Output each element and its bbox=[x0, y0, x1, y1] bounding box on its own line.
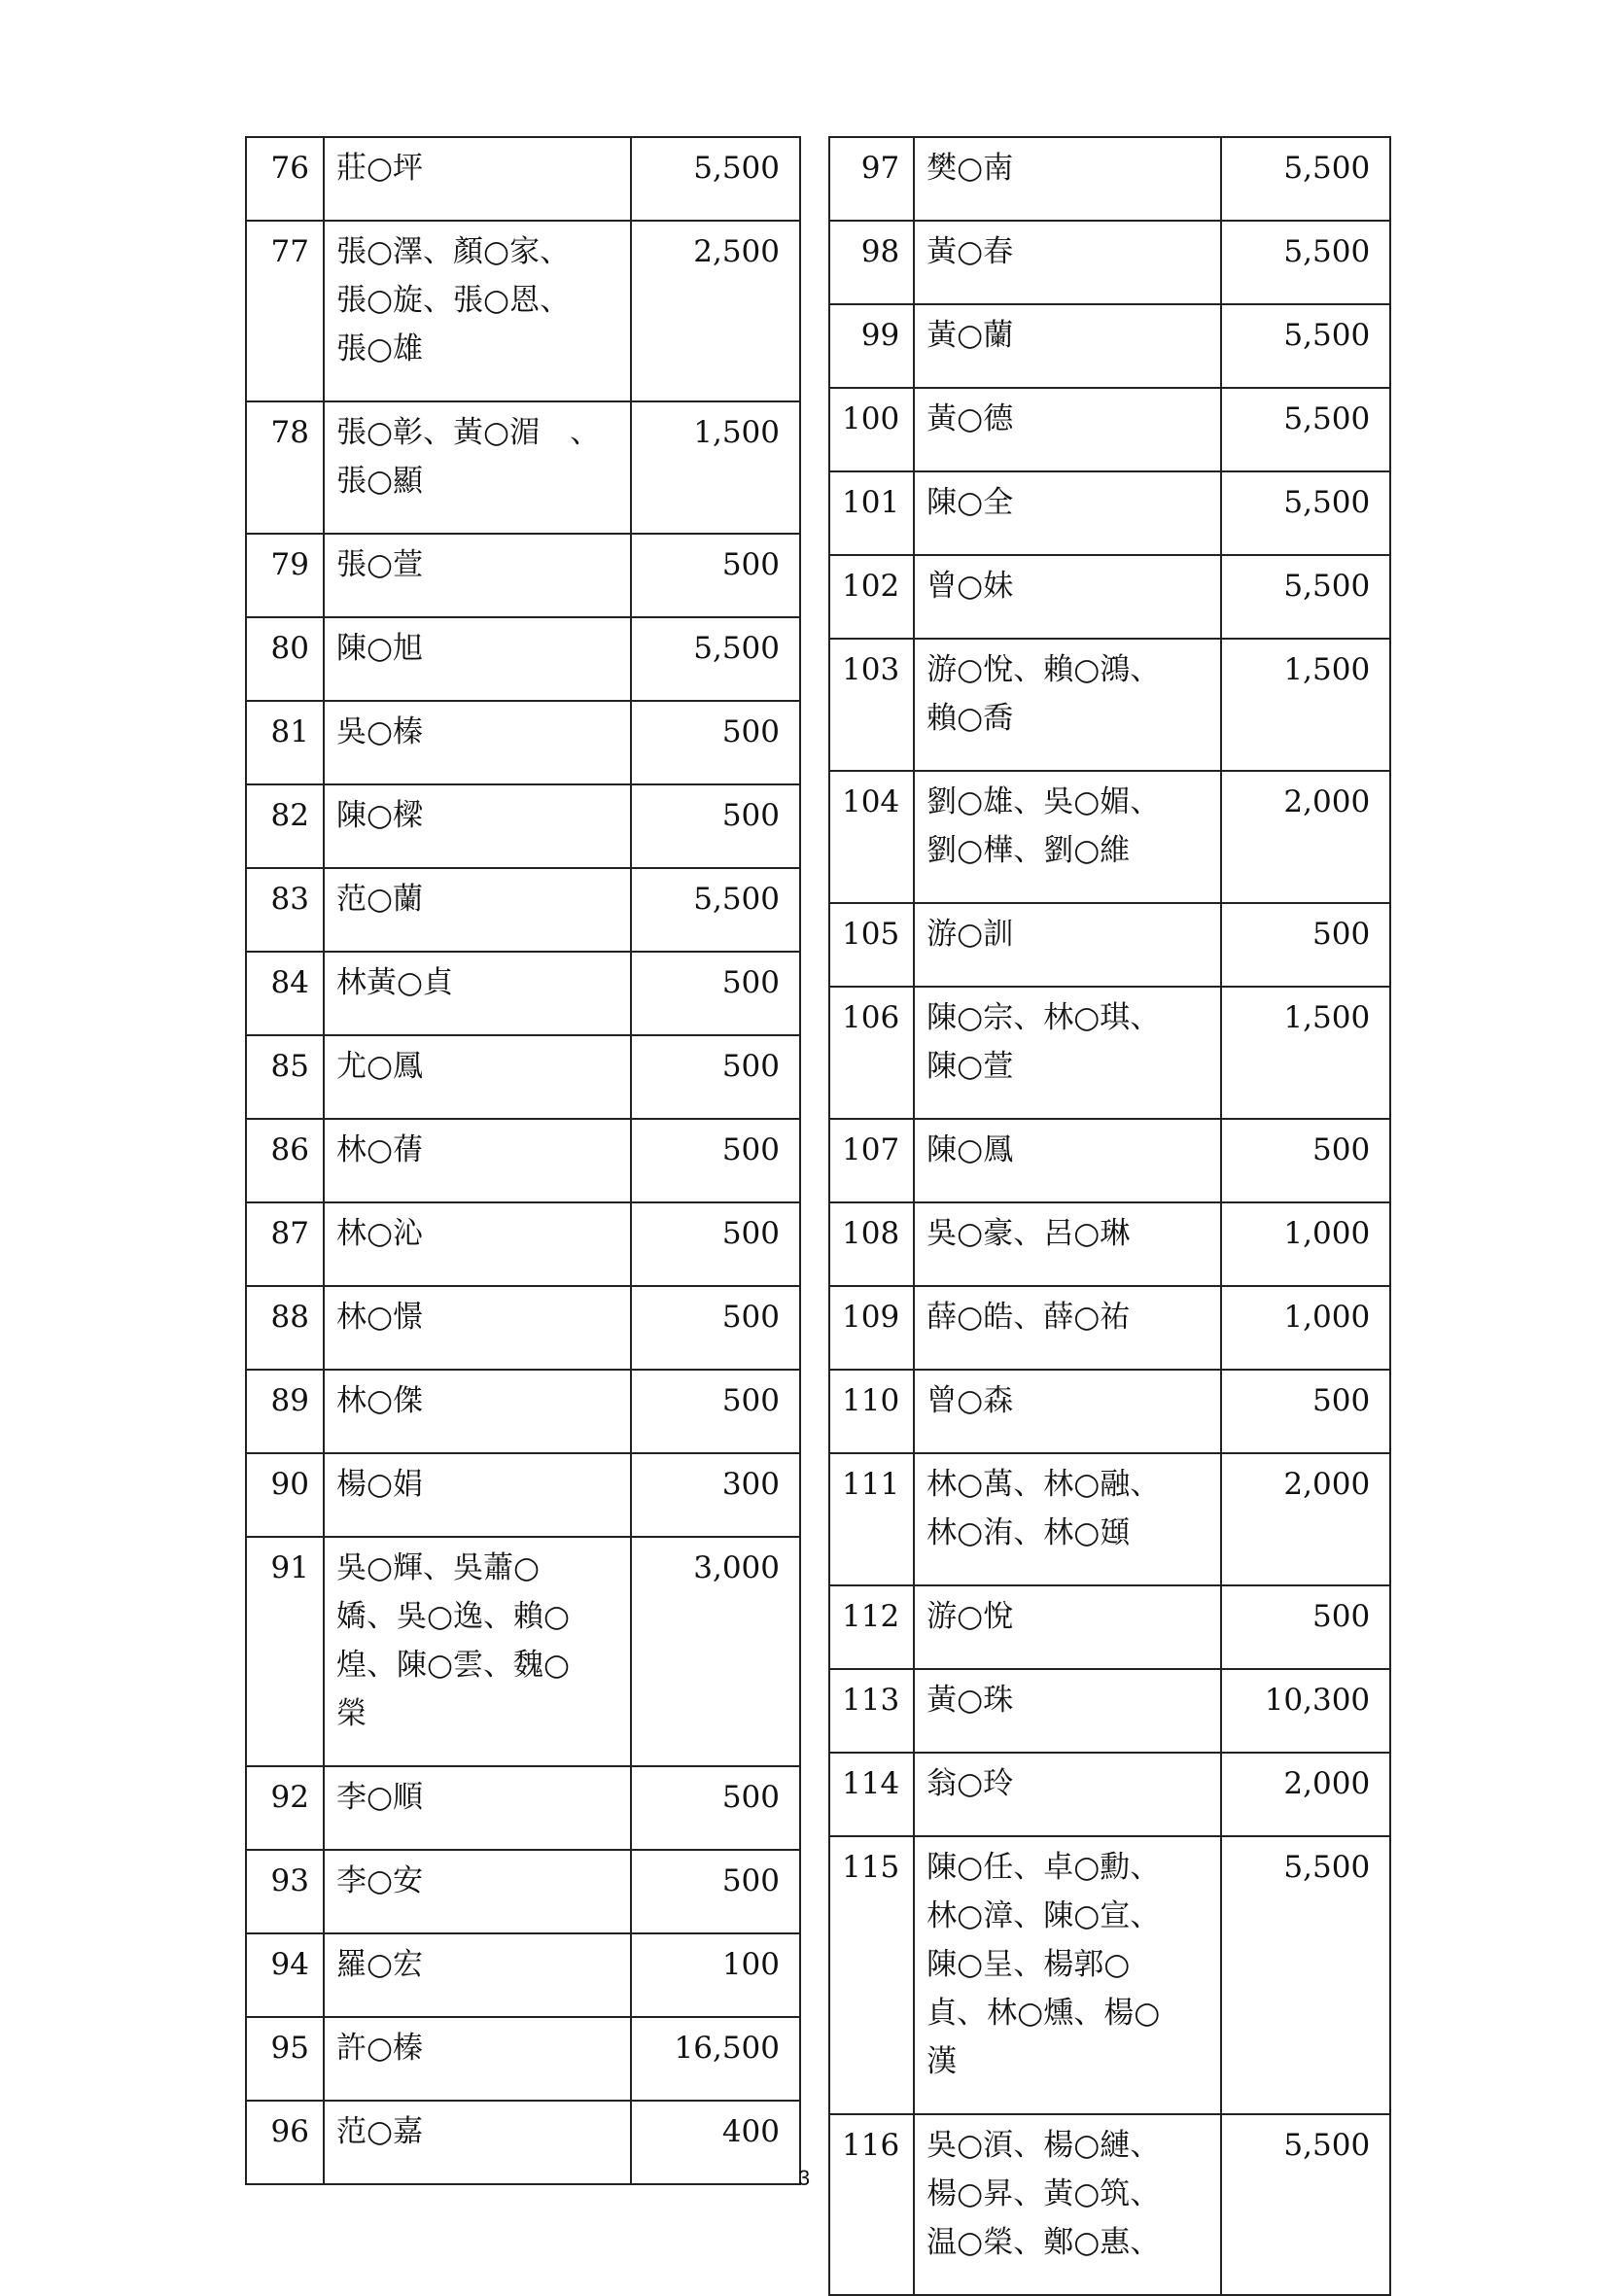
donor-name-line: 陳○全 bbox=[926, 485, 1014, 520]
donor-table-right-body bbox=[829, 137, 1390, 2295]
donor-name-line: 林○漳、陳○宣、 bbox=[926, 1898, 1161, 1933]
donation-amount: 5,500 bbox=[1221, 388, 1390, 471]
donor-names bbox=[914, 137, 1221, 221]
row-number: 101 bbox=[829, 471, 914, 555]
donation-amount: 500 bbox=[1221, 1370, 1390, 1453]
donation-amount: 5,500 bbox=[1221, 1836, 1390, 2114]
donor-name-line: 張○萱 bbox=[336, 547, 424, 582]
donor-names bbox=[324, 1202, 631, 1286]
donation-amount: 500 bbox=[631, 1202, 800, 1286]
donor-names bbox=[914, 471, 1221, 555]
donation-amount: 500 bbox=[631, 1286, 800, 1370]
donor-names bbox=[324, 952, 631, 1035]
row-number: 114 bbox=[829, 1753, 914, 1836]
donor-names bbox=[914, 903, 1221, 987]
donation-amount: 1,000 bbox=[1221, 1286, 1390, 1370]
row-number: 107 bbox=[829, 1119, 914, 1202]
donor-name-line: 李○安 bbox=[336, 1863, 424, 1898]
donor-names bbox=[914, 1836, 1221, 2114]
donor-name-line: 林○沁 bbox=[336, 1216, 424, 1251]
donor-name-line: 楊○昇、黃○筑、 bbox=[926, 2176, 1161, 2211]
donation-amount: 1,500 bbox=[1221, 639, 1390, 771]
table-row bbox=[246, 1286, 800, 1370]
donor-names bbox=[914, 1585, 1221, 1669]
donor-names bbox=[914, 1202, 1221, 1286]
row-number: 80 bbox=[246, 617, 324, 701]
donor-name-line: 林黃○貞 bbox=[336, 965, 454, 1000]
donation-amount: 500 bbox=[631, 701, 800, 784]
donation-amount: 5,500 bbox=[1221, 304, 1390, 388]
donor-names bbox=[914, 1453, 1221, 1585]
table-row bbox=[246, 2017, 800, 2101]
table-row bbox=[829, 221, 1390, 304]
donor-names bbox=[914, 639, 1221, 771]
donor-name-line: 楊○娟 bbox=[336, 1467, 424, 1502]
row-number: 77 bbox=[246, 221, 324, 401]
table-row bbox=[246, 952, 800, 1035]
row-number: 100 bbox=[829, 388, 914, 471]
table-row bbox=[246, 1202, 800, 1286]
donor-name-line: 陳○樑 bbox=[336, 798, 424, 833]
donor-names bbox=[324, 1286, 631, 1370]
table-row bbox=[246, 1537, 800, 1766]
donor-table-left bbox=[245, 136, 801, 2185]
donor-name-line: 温○榮、鄭○惠、 bbox=[926, 2225, 1161, 2260]
donor-name-line: 陳○宗、林○琪、 bbox=[926, 1000, 1161, 1035]
donor-names bbox=[324, 534, 631, 617]
table-row bbox=[829, 1453, 1390, 1585]
donation-amount: 5,500 bbox=[631, 617, 800, 701]
table-row bbox=[829, 1286, 1390, 1370]
row-number: 98 bbox=[829, 221, 914, 304]
donor-names bbox=[914, 2114, 1221, 2295]
table-row bbox=[829, 1585, 1390, 1669]
row-number: 115 bbox=[829, 1836, 914, 2114]
donor-names bbox=[324, 701, 631, 784]
donation-amount: 1,000 bbox=[1221, 1202, 1390, 1286]
donor-name-line: 尤○鳳 bbox=[336, 1049, 424, 1084]
table-row bbox=[829, 137, 1390, 221]
table-row bbox=[246, 401, 800, 534]
donor-name-line: 劉○樺、劉○維 bbox=[926, 833, 1131, 868]
donation-amount: 2,000 bbox=[1221, 771, 1390, 903]
donor-name-line: 劉○雄、吳○媚、 bbox=[926, 784, 1161, 819]
donor-names bbox=[914, 388, 1221, 471]
table-row bbox=[246, 1766, 800, 1850]
donor-name-line: 林○洧、林○頲 bbox=[926, 1515, 1131, 1550]
donor-name-line: 林○蒨 bbox=[336, 1132, 424, 1167]
donation-amount: 5,500 bbox=[1221, 2114, 1390, 2295]
row-number: 85 bbox=[246, 1035, 324, 1119]
donor-name-line: 黃○春 bbox=[926, 234, 1014, 269]
donor-name-line: 張○彰、黃○湄 、 bbox=[336, 415, 601, 450]
donation-amount: 1,500 bbox=[1221, 987, 1390, 1119]
donor-names bbox=[324, 1119, 631, 1202]
donor-name-line: 陳○任、卓○勳、 bbox=[926, 1850, 1161, 1885]
table-row bbox=[829, 471, 1390, 555]
table-row bbox=[829, 1836, 1390, 2114]
donor-names bbox=[324, 1933, 631, 2017]
table-row bbox=[246, 617, 800, 701]
row-number: 82 bbox=[246, 784, 324, 868]
row-number: 112 bbox=[829, 1585, 914, 1669]
row-number: 93 bbox=[246, 1850, 324, 1933]
donor-name-line: 吳○輝、吳蕭○ bbox=[336, 1550, 541, 1585]
donation-amount: 5,500 bbox=[1221, 555, 1390, 639]
donor-name-line: 游○悅、賴○鴻、 bbox=[926, 652, 1161, 687]
donor-names bbox=[324, 401, 631, 534]
table-row bbox=[829, 771, 1390, 903]
row-number: 103 bbox=[829, 639, 914, 771]
donor-name-line: 賴○喬 bbox=[926, 701, 1014, 736]
donation-amount: 16,500 bbox=[631, 2017, 800, 2101]
donor-names bbox=[914, 987, 1221, 1119]
row-number: 83 bbox=[246, 868, 324, 952]
row-number: 106 bbox=[829, 987, 914, 1119]
donation-amount: 3,000 bbox=[631, 1537, 800, 1766]
donor-names bbox=[324, 1537, 631, 1766]
donor-name-line: 李○順 bbox=[336, 1780, 424, 1815]
donor-names bbox=[914, 1119, 1221, 1202]
donor-names bbox=[914, 221, 1221, 304]
row-number: 104 bbox=[829, 771, 914, 903]
row-number: 76 bbox=[246, 137, 324, 221]
donor-name-line: 游○訓 bbox=[926, 917, 1014, 952]
donation-amount: 5,500 bbox=[1221, 221, 1390, 304]
donor-name-line: 樊○南 bbox=[926, 151, 1014, 186]
donation-amount: 400 bbox=[631, 2101, 800, 2184]
donation-amount: 500 bbox=[631, 1850, 800, 1933]
donor-name-line: 嬌、吳○逸、賴○ bbox=[336, 1599, 571, 1634]
donation-amount: 10,300 bbox=[1221, 1669, 1390, 1753]
donor-names bbox=[324, 1453, 631, 1537]
row-number: 92 bbox=[246, 1766, 324, 1850]
donor-name-line: 黃○珠 bbox=[926, 1683, 1014, 1718]
table-row bbox=[829, 555, 1390, 639]
table-row bbox=[246, 1453, 800, 1537]
donor-name-line: 榮 bbox=[336, 1696, 367, 1731]
donor-name-line: 張○顯 bbox=[336, 464, 424, 499]
donor-name-line: 曾○森 bbox=[926, 1383, 1014, 1418]
donor-name-line: 漢 bbox=[926, 2044, 958, 2079]
donor-names bbox=[914, 1370, 1221, 1453]
donor-name-line: 林○憬 bbox=[336, 1300, 424, 1335]
donor-name-line: 吳○豪、呂○琳 bbox=[926, 1216, 1131, 1251]
donor-name-line: 黃○蘭 bbox=[926, 318, 1014, 353]
donor-name-line: 貞、林○燻、楊○ bbox=[926, 1996, 1161, 2031]
donor-name-line: 陳○萱 bbox=[926, 1049, 1014, 1084]
table-row bbox=[246, 1035, 800, 1119]
donation-amount: 2,000 bbox=[1221, 1453, 1390, 1585]
donation-amount: 5,500 bbox=[1221, 137, 1390, 221]
donation-amount: 5,500 bbox=[631, 137, 800, 221]
row-number: 97 bbox=[829, 137, 914, 221]
donor-name-line: 黃○德 bbox=[926, 401, 1014, 436]
donor-name-line: 薛○皓、薛○祐 bbox=[926, 1300, 1131, 1335]
table-row bbox=[829, 1202, 1390, 1286]
table-row bbox=[829, 304, 1390, 388]
row-number: 111 bbox=[829, 1453, 914, 1585]
donor-name-line: 范○嘉 bbox=[336, 2114, 424, 2149]
donor-name-line: 煌、陳○雲、魏○ bbox=[336, 1648, 571, 1683]
donation-amount: 500 bbox=[631, 1370, 800, 1453]
row-number: 81 bbox=[246, 701, 324, 784]
donor-name-line: 許○榛 bbox=[336, 2031, 424, 2066]
row-number: 105 bbox=[829, 903, 914, 987]
donation-amount: 1,500 bbox=[631, 401, 800, 534]
donor-name-line: 翁○玲 bbox=[926, 1766, 1014, 1801]
table-row bbox=[246, 1933, 800, 2017]
donor-names bbox=[914, 1753, 1221, 1836]
row-number: 113 bbox=[829, 1669, 914, 1753]
row-number: 89 bbox=[246, 1370, 324, 1453]
donation-amount: 500 bbox=[631, 1766, 800, 1850]
row-number: 116 bbox=[829, 2114, 914, 2295]
table-row bbox=[829, 2114, 1390, 2295]
row-number: 95 bbox=[246, 2017, 324, 2101]
donation-amount: 500 bbox=[631, 952, 800, 1035]
donor-name-line: 陳○旭 bbox=[336, 631, 424, 666]
donor-names bbox=[914, 1286, 1221, 1370]
row-number: 88 bbox=[246, 1286, 324, 1370]
donor-name-line: 游○悅 bbox=[926, 1599, 1014, 1634]
table-row bbox=[246, 701, 800, 784]
donation-amount: 2,000 bbox=[1221, 1753, 1390, 1836]
donor-name-line: 陳○呈、楊郭○ bbox=[926, 1947, 1131, 1982]
table-row bbox=[246, 784, 800, 868]
donor-names bbox=[324, 221, 631, 401]
row-number: 90 bbox=[246, 1453, 324, 1537]
row-number: 102 bbox=[829, 555, 914, 639]
donor-name-line: 林○傑 bbox=[336, 1383, 424, 1418]
table-row bbox=[246, 534, 800, 617]
donor-name-line: 羅○宏 bbox=[336, 1947, 424, 1982]
donor-table-left-body bbox=[246, 137, 800, 2184]
donation-amount: 500 bbox=[631, 784, 800, 868]
donor-names bbox=[324, 1370, 631, 1453]
table-row bbox=[246, 1850, 800, 1933]
donor-name-line: 莊○坪 bbox=[336, 151, 424, 186]
donation-amount: 500 bbox=[1221, 1119, 1390, 1202]
donation-amount: 500 bbox=[631, 1119, 800, 1202]
donor-names bbox=[324, 868, 631, 952]
table-row bbox=[829, 1370, 1390, 1453]
donation-amount: 2,500 bbox=[631, 221, 800, 401]
table-row bbox=[829, 1119, 1390, 1202]
row-number: 96 bbox=[246, 2101, 324, 2184]
donor-names bbox=[324, 1766, 631, 1850]
table-row bbox=[829, 388, 1390, 471]
donor-name-line: 陳○鳳 bbox=[926, 1132, 1014, 1167]
table-row bbox=[246, 868, 800, 952]
row-number: 110 bbox=[829, 1370, 914, 1453]
donation-amount: 5,500 bbox=[1221, 471, 1390, 555]
table-row bbox=[829, 903, 1390, 987]
table-row bbox=[829, 1753, 1390, 1836]
donor-name-line: 張○澤、顏○家、 bbox=[336, 234, 571, 269]
donor-names bbox=[914, 771, 1221, 903]
row-number: 91 bbox=[246, 1537, 324, 1766]
row-number: 108 bbox=[829, 1202, 914, 1286]
table-row bbox=[246, 137, 800, 221]
donor-names bbox=[914, 1669, 1221, 1753]
donor-names bbox=[324, 784, 631, 868]
donation-amount: 300 bbox=[631, 1453, 800, 1537]
table-row bbox=[829, 1669, 1390, 1753]
table-row bbox=[246, 1370, 800, 1453]
table-row bbox=[829, 639, 1390, 771]
donation-amount: 500 bbox=[631, 534, 800, 617]
row-number: 87 bbox=[246, 1202, 324, 1286]
row-number: 109 bbox=[829, 1286, 914, 1370]
donor-name-line: 范○蘭 bbox=[336, 882, 424, 917]
table-row bbox=[829, 987, 1390, 1119]
donation-amount: 500 bbox=[1221, 903, 1390, 987]
donor-names bbox=[324, 2017, 631, 2101]
donor-name-line: 曾○妹 bbox=[926, 569, 1014, 604]
table-row bbox=[246, 221, 800, 401]
donor-names bbox=[324, 1035, 631, 1119]
table-row bbox=[246, 1119, 800, 1202]
row-number: 84 bbox=[246, 952, 324, 1035]
page-number: 3 bbox=[797, 2166, 811, 2190]
donation-amount: 100 bbox=[631, 1933, 800, 2017]
donor-name-line: 吳○湏、楊○縺、 bbox=[926, 2128, 1161, 2163]
donor-names bbox=[914, 304, 1221, 388]
row-number: 79 bbox=[246, 534, 324, 617]
donor-names bbox=[324, 137, 631, 221]
donation-amount: 5,500 bbox=[631, 868, 800, 952]
donor-names bbox=[324, 617, 631, 701]
row-number: 78 bbox=[246, 401, 324, 534]
donor-name-line: 吳○榛 bbox=[336, 714, 424, 749]
row-number: 99 bbox=[829, 304, 914, 388]
row-number: 86 bbox=[246, 1119, 324, 1202]
donor-name-line: 張○雄 bbox=[336, 331, 424, 366]
donor-names bbox=[324, 1850, 631, 1933]
donation-amount: 500 bbox=[1221, 1585, 1390, 1669]
donor-name-line: 林○萬、林○融、 bbox=[926, 1467, 1161, 1502]
row-number: 94 bbox=[246, 1933, 324, 2017]
donor-names bbox=[914, 555, 1221, 639]
donor-table-right bbox=[828, 136, 1391, 2296]
donation-amount: 500 bbox=[631, 1035, 800, 1119]
donor-name-line: 張○旋、張○恩、 bbox=[336, 283, 571, 318]
